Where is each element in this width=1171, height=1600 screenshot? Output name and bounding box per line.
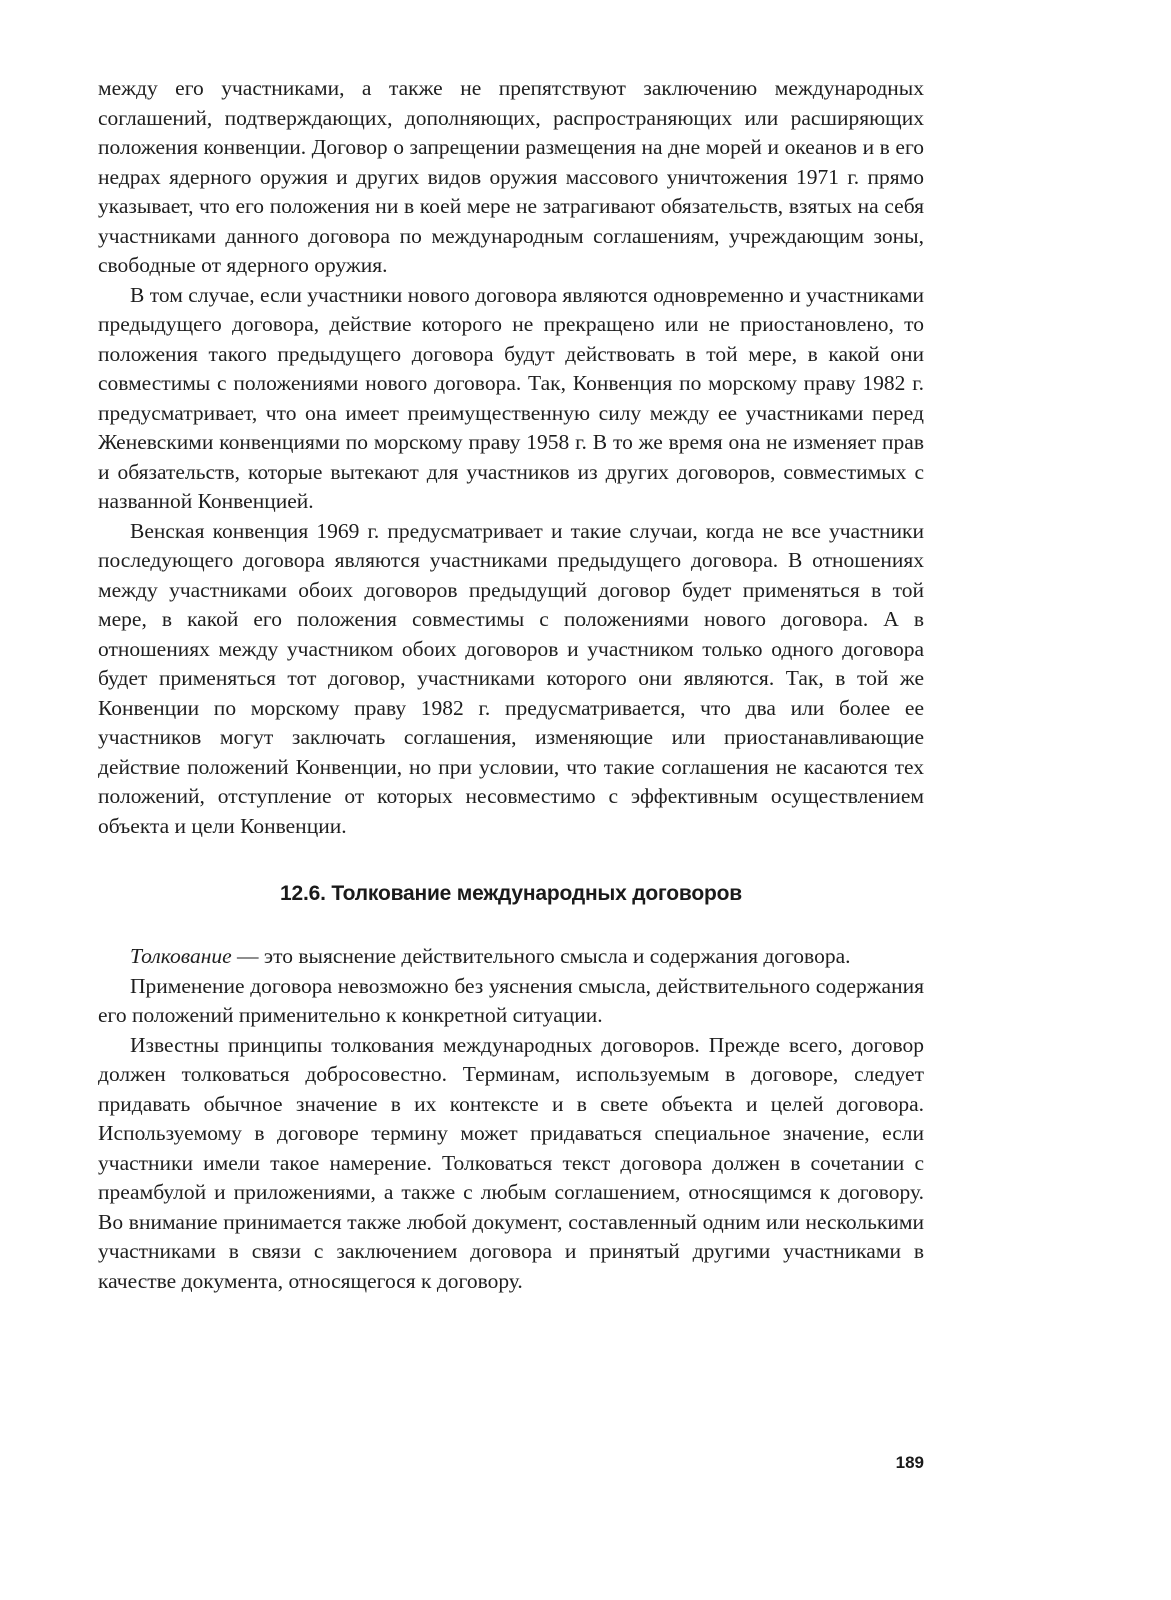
section-title: 12.6. Толкование международных договоров bbox=[280, 882, 742, 905]
definition-term: Толкование bbox=[130, 944, 232, 968]
paragraph-vienna-convention: Венская конвенция 1969 г. предусматривает и такие случаи, когда не все участники последующего договора являются участниками предыдущего договора. В отношениях между участниками обоих договоров предыдущий договор будет применяться в той мере, в какой его положения совместимы с положениями нового договора. А в отношениях между участником обоих договоров и участником только одного договора будет применяться тот договор, участниками которого они являются. Так, в той же Конвенции по морскому праву 1982 г. предусматривается, что два или более ее участников могут заключать соглашения, изменяющие или приостанавливающие действие положений Конвенции, но при условии, что такие соглашения не касаются тех положений, отступление от которых несовместимо с эффективным осуществлением объекта и цели Конвенции. bbox=[98, 518, 924, 838]
page-number: 189 bbox=[895, 1453, 924, 1472]
definition-text: — это выяснение действительного смысла и содержания договора. bbox=[231, 944, 851, 968]
paragraph-definition bbox=[98, 942, 924, 972]
page-body bbox=[98, 74, 924, 1296]
paragraph-interpretation-principles: Известны принципы толкования международных договоров. Прежде всего, договор должен толковаться добросовестно. Терминам, используемым в договоре, следует придавать обычное значение в их контексте и в свете объекта и целей договора. Используемому в договоре термину может придаваться специальное значение, если участники имели такое намерение. Толковаться текст договора должен в сочетании с преамбулой и приложениями, а также с любым соглашением, относящимся к договору. Во внимание принимается также любой документ, составленный одним или несколькими участниками в связи с заключением договора и принятый другими участниками в качестве документа, относящегося к договору. bbox=[98, 1032, 924, 1293]
paragraph-new-treaty-participants: В том случае, если участники нового договора являются одновременно и участниками предыдущего договора, действие которого не прекращено или не приостановлено, то положения такого предыдущего договора будут действовать в той мере, в какой они совместимы с положениями нового договора. Так, Конвенция по морскому праву 1982 г. предусматривает, что она имеет преимущественную силу между ее участниками перед Женевскими конвенциями по морскому праву 1958 г. В то же время она не изменяет прав и обязательств, которые вытекают для участников из других договоров, совместимых с названной Конвенцией. bbox=[98, 282, 924, 513]
paragraph-continuation: между его участниками, а также не препятствуют заключению международных соглашений, подтверждающих, дополняющих, распространяющих или расширяющих положения конвенции. Договор о запрещении размещения на дне морей и океанов и в его недрах ядерного оружия и других видов оружия массового уничтожения 1971 г. прямо указывает, что его положения ни в коей мере не затрагивают обязательств, взятых на себя участниками данного договора по международным соглашениям, учреждающим зоны, свободные от ядерного оружия. bbox=[98, 76, 924, 277]
paragraph-application: Применение договора невозможно без уяснения смысла, действительного содержания его положений применительно к конкретной ситуации. bbox=[98, 973, 924, 1027]
